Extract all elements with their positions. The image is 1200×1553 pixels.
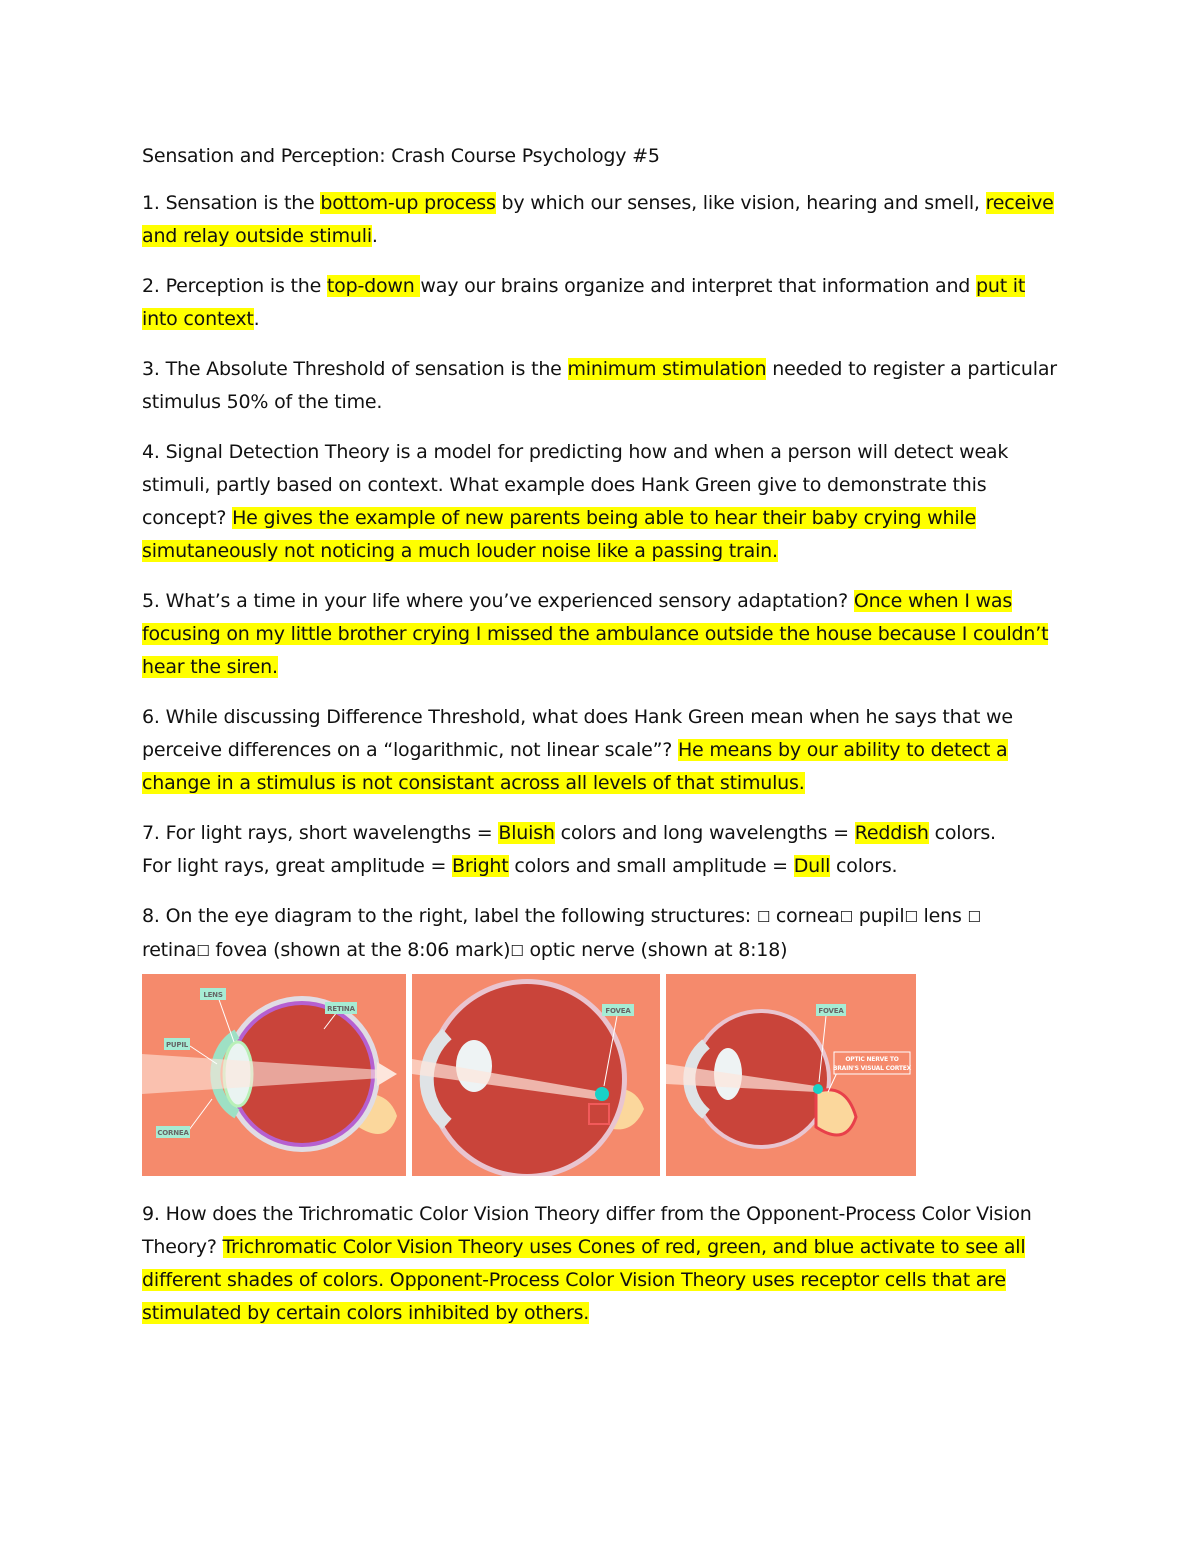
eye-diagrams: [142, 974, 1057, 1176]
label-fovea-2: FOVEA: [818, 1007, 844, 1015]
q2-text-c: way our brains organize and interpret that information and: [420, 275, 976, 297]
q6-answer: He means by our ability to detect a change in a stimulus is not consistant across all levels of that stimulus.: [142, 739, 1008, 794]
q8-cornea: cornea: [770, 905, 840, 927]
q4-answer: He gives the example of new parents being able to hear their baby crying while simutaneously not noticing a much louder noise like a passing train.: [142, 507, 976, 562]
question-8: [142, 900, 1057, 968]
q1-answer-1: bottom-up process: [320, 192, 496, 214]
q9-answer: Trichromatic Color Vision Theory uses Cones of red, green, and blue activate to see all different shades of colors. Opponent-Process Color Vision Theory uses receptor cells that are stimulated by certain colors inhibited by others.: [142, 1236, 1026, 1324]
label-pupil: PUPIL: [165, 1041, 189, 1049]
q2-text-a: 2. Perception is the: [142, 275, 327, 297]
q1-text-a: 1. Sensation is the: [142, 192, 321, 214]
q7-answer-reddish: Reddish: [854, 822, 929, 844]
question-2: [142, 270, 1057, 336]
label-cornea: CORNEA: [157, 1129, 189, 1137]
label-optic-nerve-1: OPTIC NERVE TO: [845, 1056, 899, 1063]
question-9: [142, 1198, 1057, 1330]
q5-text: 5. What’s a time in your life where you’ve experienced sensory adaptation?: [142, 590, 854, 612]
question-7: [142, 817, 1057, 883]
document-title: Sensation and Perception: Crash Course Psychology #5: [142, 145, 660, 167]
question-5: [142, 585, 1057, 684]
q9-text: 9. How does the Trichromatic Color Vision Theory differ from the Opponent-Process Color Vision Theory?: [142, 1203, 1032, 1258]
q1-answer-2: receive and relay outside stimuli: [142, 192, 1054, 247]
q8-lens: lens: [917, 905, 968, 927]
q7-text-j: colors.: [830, 855, 898, 877]
label-optic-nerve-2: BRAIN'S VISUAL CORTEX: [832, 1065, 912, 1072]
eye-diagram-1: [142, 974, 406, 1176]
q8-text: 8. On the eye diagram to the right, label the following structures:: [142, 905, 757, 927]
document-page: [142, 140, 1057, 1347]
q7-text-c: colors and long wavelengths =: [554, 822, 855, 844]
question-6: [142, 701, 1057, 800]
label-fovea: FOVEA: [605, 1007, 631, 1015]
q8-retina: retina: [142, 939, 197, 961]
q6-text: 6. While discussing Difference Threshold, what does Hank Green mean when he says that we perceive differences on a “logarithmic, not linear scale”?: [142, 706, 1013, 761]
q2-answer-1: top-down: [326, 275, 421, 297]
q7-answer-dull: Dull: [793, 855, 831, 877]
question-3: [142, 353, 1057, 419]
q7-answer-bluish: Bluish: [498, 822, 555, 844]
checkbox-icon: ☐: [904, 908, 918, 926]
q7-answer-bright: Bright: [452, 855, 509, 877]
q7-text-a: 7. For light rays, short wavelengths =: [142, 822, 499, 844]
eye-diagram-3: [666, 974, 916, 1176]
label-retina: RETINA: [327, 1005, 355, 1013]
label-lens: LENS: [203, 991, 223, 999]
checkbox-icon: ☐: [756, 908, 771, 926]
q8-fovea: fovea (shown at the 8:06 mark): [209, 939, 511, 961]
eye-diagram-2: [412, 974, 660, 1176]
checkbox-icon: ☐: [510, 942, 524, 960]
q2-answer-2: put it into context: [142, 275, 1026, 330]
q1-text-e: .: [371, 225, 378, 247]
q3-answer: minimum stimulation: [567, 358, 767, 380]
q7-text-h: colors and small amplitude =: [508, 855, 794, 877]
q8-optic-nerve: optic nerve (shown at 8:18): [523, 939, 788, 961]
q2-text-e: .: [253, 308, 260, 330]
q4-text: 4. Signal Detection Theory is a model for predicting how and when a person will detect weak stimuli, partly based on context. What example does Hank Green give to demonstrate this concept?: [142, 441, 1009, 529]
checkbox-icon: ☐: [839, 908, 853, 926]
checkbox-icon: ☐: [967, 908, 981, 926]
q5-answer: Once when I was focusing on my little brother crying I missed the ambulance outside the house because I couldn’t hear the siren.: [142, 590, 1049, 678]
question-1: [142, 187, 1057, 253]
q8-pupil: pupil: [852, 905, 905, 927]
q1-text-c: by which our senses, like vision, hearing and smell,: [495, 192, 986, 214]
checkbox-icon: ☐: [196, 942, 210, 960]
q3-text-c: needed to register a particular stimulus 50% of the time.: [142, 358, 1057, 413]
question-4: [142, 436, 1057, 568]
q3-text-a: 3. The Absolute Threshold of sensation is the: [142, 358, 568, 380]
q7-text-e: colors.: [928, 822, 996, 844]
q7-text-f: For light rays, great amplitude =: [142, 855, 453, 877]
